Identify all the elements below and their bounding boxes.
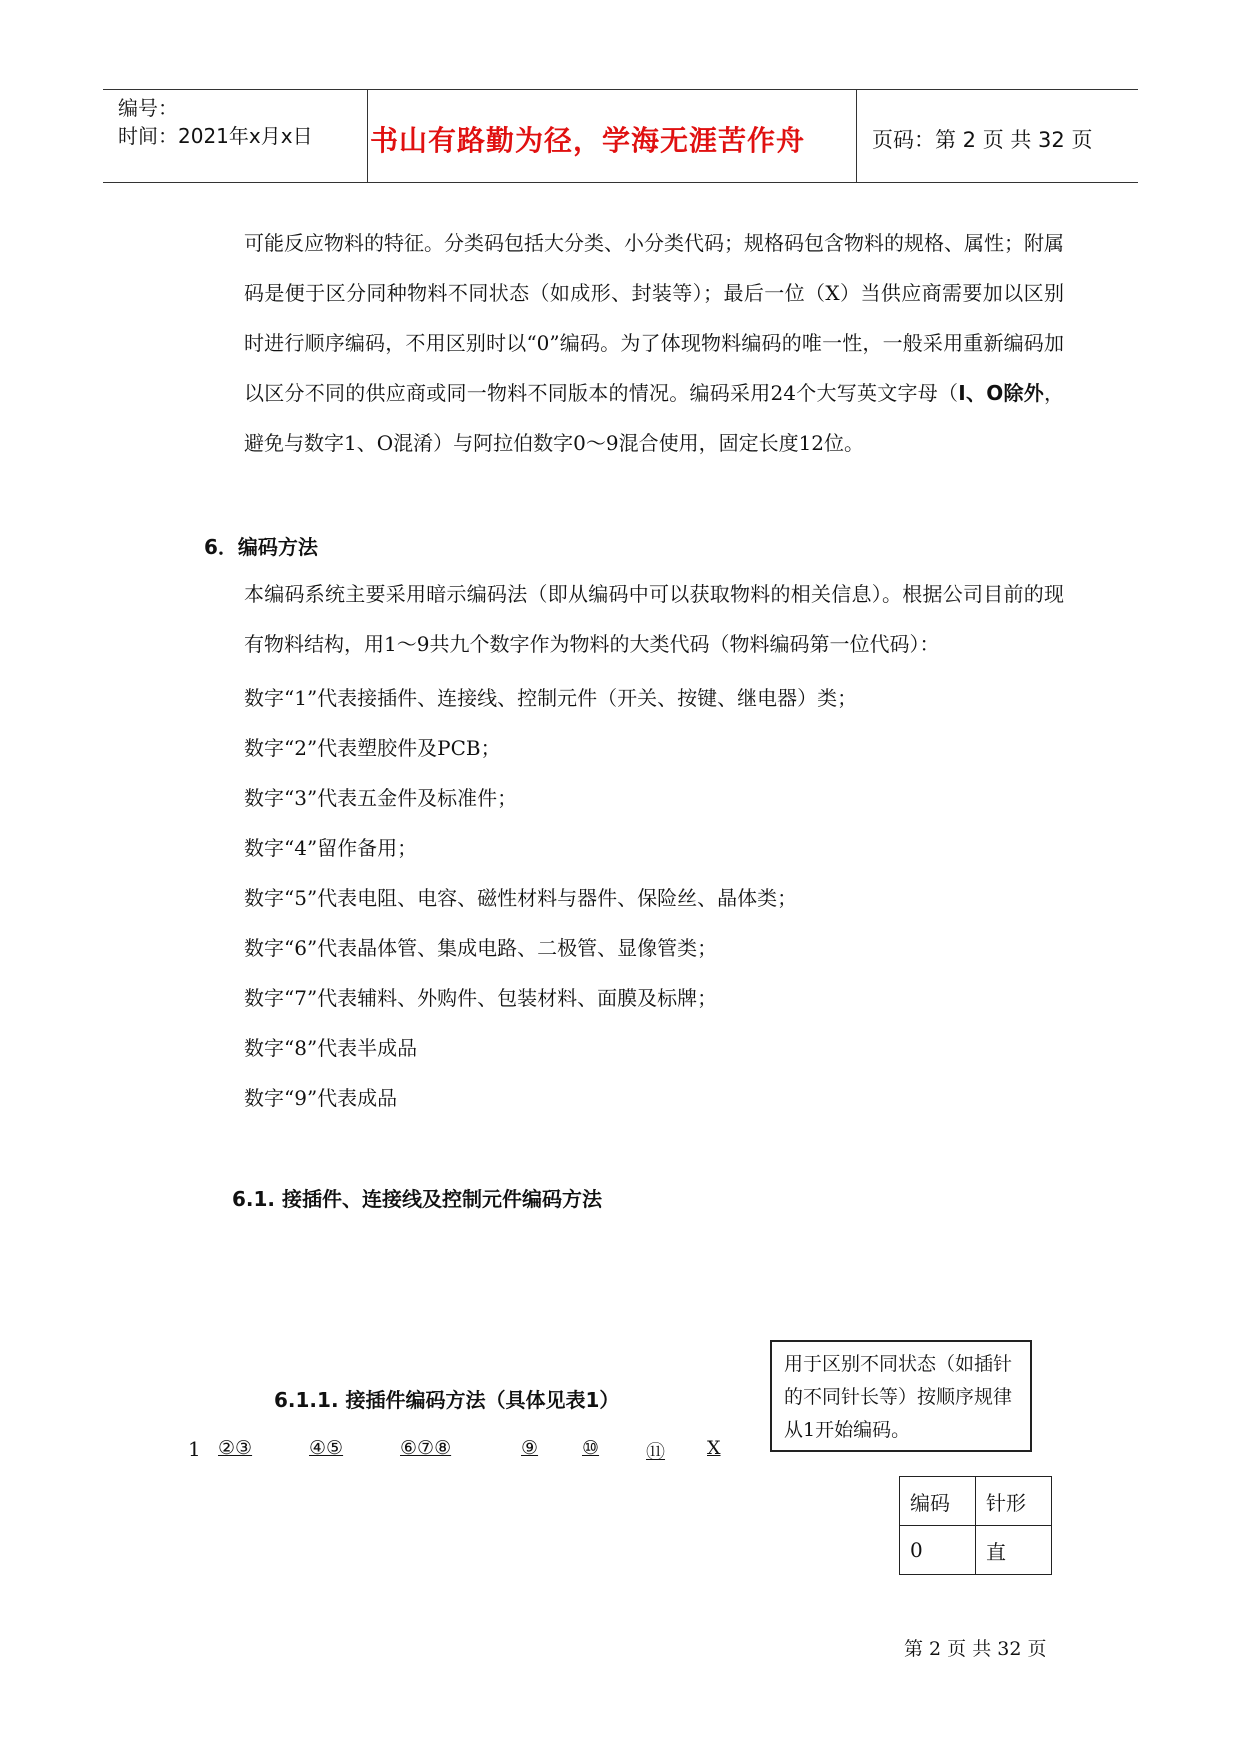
category-item: 数字“2”代表塑胶件及PCB； (244, 736, 501, 760)
code-segment: ⑪ (646, 1441, 666, 1463)
table-cell: 0 (900, 1526, 976, 1575)
document-number-label: 编号： (118, 96, 178, 120)
code-segment: ⑨ (521, 1437, 539, 1459)
header-divider-left (367, 89, 368, 183)
table-header-row (900, 1477, 1052, 1526)
section-6-1-title: 6.1. 接插件、连接线及控制元件编码方法 (232, 1187, 602, 1211)
intro-paragraph (244, 218, 1064, 468)
intro-bold-text: I、O除外 (958, 381, 1044, 405)
code-segment: ④⑤ (309, 1437, 344, 1459)
table-header-code: 编码 (900, 1477, 976, 1526)
document-time-label: 时间：2021年x月x日 (118, 124, 313, 148)
intro-tail-text: ，避免与数字1、O混淆）与阿拉伯数字0～9混合使用，固定长度12位。 (244, 381, 1064, 455)
header-divider-right (856, 89, 857, 183)
table-row (900, 1526, 1052, 1575)
header-top-rule (103, 89, 1138, 90)
category-item: 数字“6”代表晶体管、集成电路、二极管、显像管类； (244, 936, 718, 960)
category-item: 数字“9”代表成品 (244, 1086, 398, 1110)
header-bottom-rule (103, 182, 1138, 183)
code-segment: ⑩ (582, 1437, 600, 1459)
pin-shape-table (899, 1476, 1052, 1575)
section-6-title: 6．编码方法 (204, 535, 318, 559)
page-footer: 第 2 页 共 32 页 (904, 1638, 1047, 1660)
header-meta (118, 94, 313, 150)
header-page-number: 页码：第 2 页 共 32 页 (872, 128, 1093, 152)
category-item: 数字“5”代表电阻、电容、磁性材料与器件、保险丝、晶体类； (244, 886, 798, 910)
category-item: 数字“8”代表半成品 (244, 1036, 418, 1060)
header-motto: 书山有路勤为径，学海无涯苦作舟 (370, 124, 806, 157)
code-segment: X (707, 1437, 721, 1459)
table-header-pin-shape: 针形 (976, 1477, 1052, 1526)
category-item: 数字“1”代表接插件、连接线、控制元件（开关、按键、继电器）类； (244, 686, 858, 710)
code-first-digit: 1 (188, 1437, 201, 1461)
code-segment: ⑥⑦⑧ (400, 1437, 452, 1459)
code-segment: ②③ (218, 1437, 253, 1459)
state-note-box: 用于区别不同状态（如插针的不同针长等）按顺序规律从1开始编码。 (770, 1340, 1032, 1452)
section-6-paragraph: 本编码系统主要采用暗示编码法（即从编码中可以获取物料的相关信息）。根据公司目前的现有物料结构，用1～9共九个数字作为物料的大类代码（物料编码第一位代码）： (244, 582, 1064, 656)
table-cell: 直 (976, 1526, 1052, 1575)
intro-text: 可能反应物料的特征。分类码包括大分类、小分类代码；规格码包含物料的规格、属性；附属码是便于区分同种物料不同状态（如成形、封装等）；最后一位（X）当供应商需要加以区别时进行顺序编码，不用区别时以“0”编码。为了体现物料编码的唯一性，一般采用重新编码加以区分不同的供应商或同一物料不同版本的情况。编码采用24个大写英文字母（ (244, 231, 1064, 405)
category-item: 数字“4”留作备用； (244, 836, 418, 860)
section-6-1-1-title: 6.1.1. 接插件编码方法（具体见表1） (274, 1388, 620, 1412)
category-item: 数字“3”代表五金件及标准件； (244, 786, 518, 810)
category-item: 数字“7”代表辅料、外购件、包装材料、面膜及标牌； (244, 986, 718, 1010)
